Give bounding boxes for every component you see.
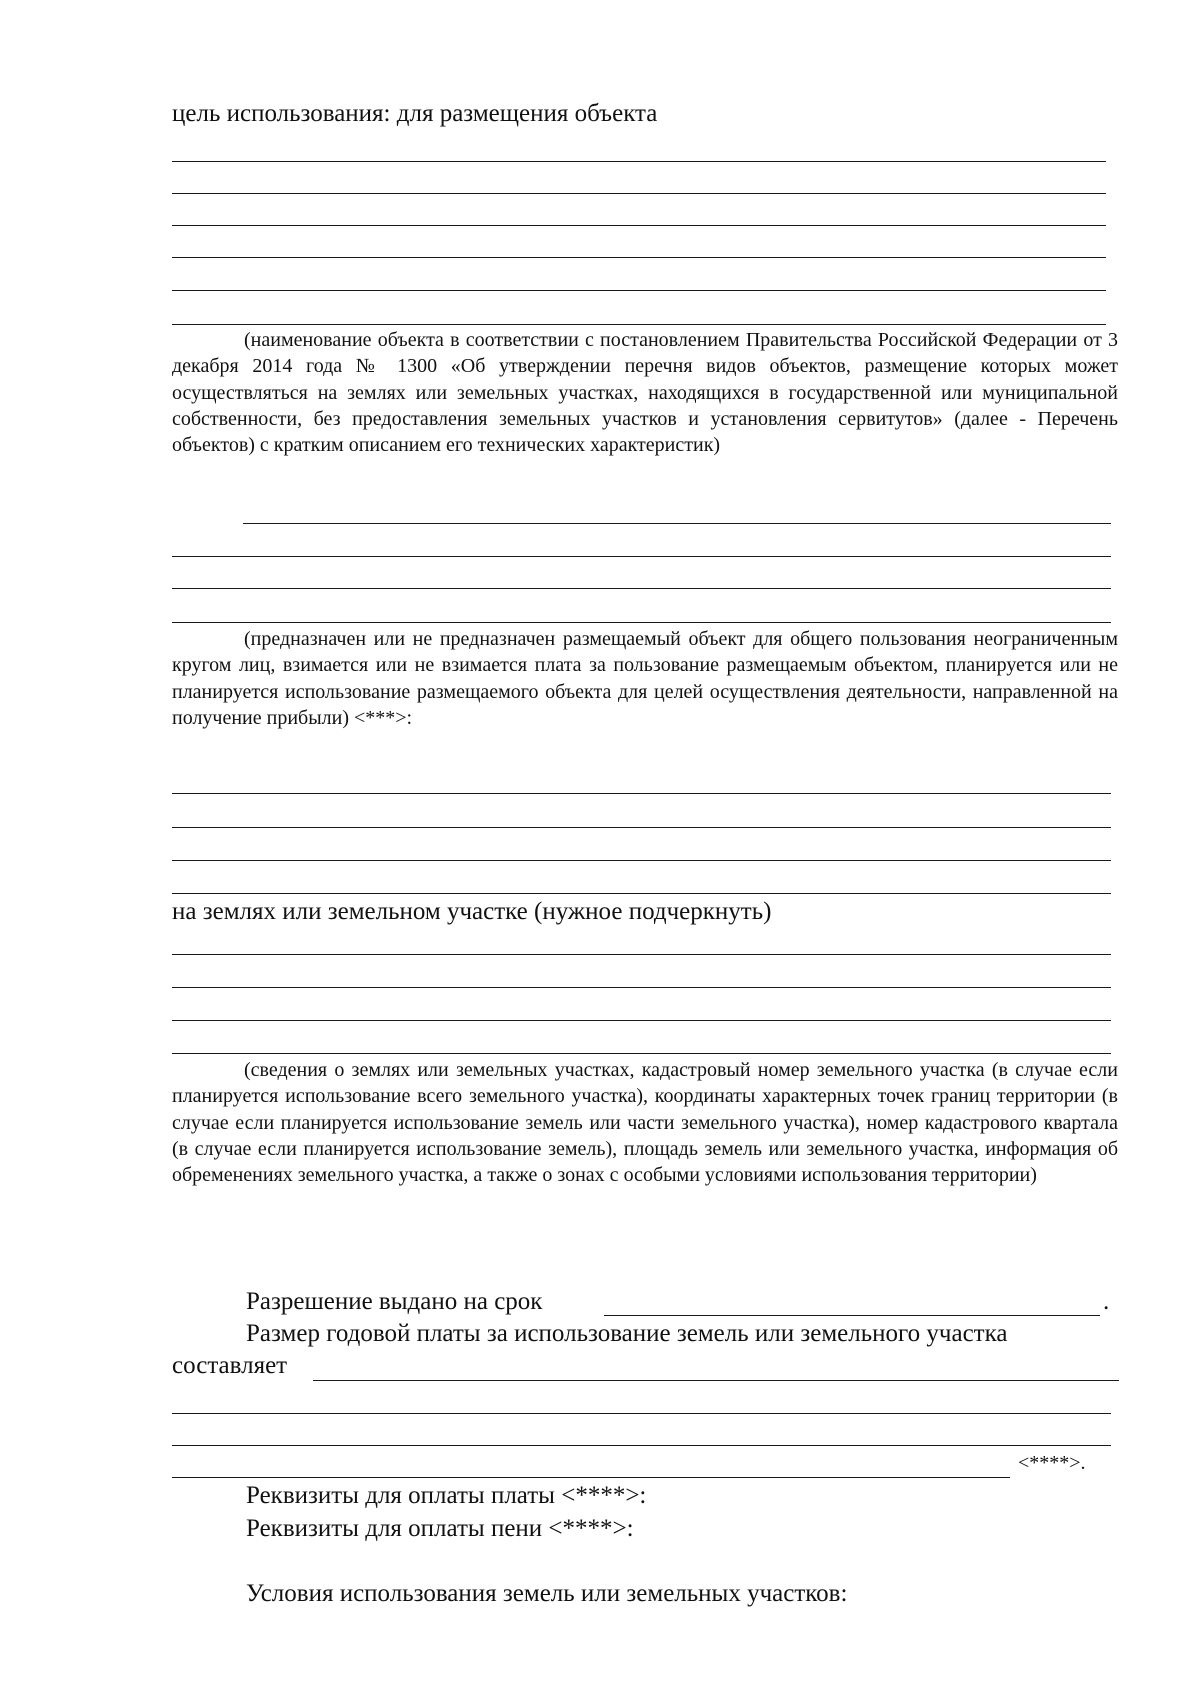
object-note-text: (наименование объекта в соответствии с постановлением Правительства Российской Федерации от 3 декабря 2014 года № 1300 «Об утверждении перечня видов объектов, размещение которых может осуществляться на землях или земельных участках, находящихся в государственной или муниципальной собственности, без предоставления земельных участков и установления сервитутов» (далее - Перечень объектов) с кратким описанием его технических характеристик) <box>172 329 1118 457</box>
fee-blank <box>313 1380 1119 1381</box>
blank-line <box>172 193 1106 194</box>
blank-line <box>172 161 1106 162</box>
purpose-line: цель использования: для размещения объекта <box>172 100 658 127</box>
blank-line <box>172 556 1111 557</box>
blank-line <box>172 225 1106 226</box>
land-note-text: (сведения о землях или земельных участках, кадастровый номер земельного участка (в случае если планируется использование всего земельного участка), координаты характерных точек границ территории (в случае если планируется использование земель или части земельного участка), номер кадастрового квартала (в случае если планируется использование земель), площадь земель или земельного участка, информация об обременениях земельного участка, а также о зонах с особыми условиями использования территории) <box>172 1059 1118 1187</box>
payment-requisites: Реквизиты для оплаты платы <****>: <box>246 1482 647 1509</box>
blank-line <box>172 588 1111 589</box>
blank-line <box>172 987 1111 988</box>
blank-line <box>172 893 1111 894</box>
blank-line <box>172 1413 1111 1414</box>
blank-line <box>172 257 1106 258</box>
blank-line <box>172 622 1111 623</box>
blank-line <box>172 954 1111 955</box>
blank-line <box>172 1053 1111 1054</box>
blank-line <box>172 1477 1010 1478</box>
designation-note-text: (предназначен или не предназначен размещаемый объект для общего пользования неограниченным кругом лиц, взимается или не взимается плата за пользование размещаемым объектом, планируется или не планируется использование размещаемого объекта для целей осуществления деятельности, направленной на получение прибыли) <***>: <box>172 628 1118 729</box>
blank-line <box>172 290 1106 291</box>
conditions-heading: Условия использования земель или земельных участков: <box>246 1580 848 1607</box>
permit-term-label: Разрешение выдано на срок <box>246 1288 543 1315</box>
designation-note <box>172 626 1118 731</box>
permit-term-end: . <box>1103 1288 1110 1315</box>
blank-line <box>172 793 1111 794</box>
fee-footnote: <****>. <box>1018 1452 1086 1474</box>
land-line: на землях или земельном участке (нужное подчеркнуть) <box>172 898 772 925</box>
blank-line <box>172 860 1111 861</box>
fee-line: Размер годовой платы за использование земель или земельного участка <box>246 1320 1008 1347</box>
blank-line <box>172 324 1106 325</box>
blank-line <box>243 523 1111 524</box>
object-note <box>172 327 1118 458</box>
penalty-requisites: Реквизиты для оплаты пени <****>: <box>246 1515 634 1542</box>
fee-continued: составляет <box>172 1352 288 1379</box>
blank-line <box>172 827 1111 828</box>
permit-term-blank <box>604 1315 1100 1316</box>
blank-line <box>172 1445 1111 1446</box>
land-note <box>172 1057 1118 1188</box>
blank-line <box>172 1020 1111 1021</box>
